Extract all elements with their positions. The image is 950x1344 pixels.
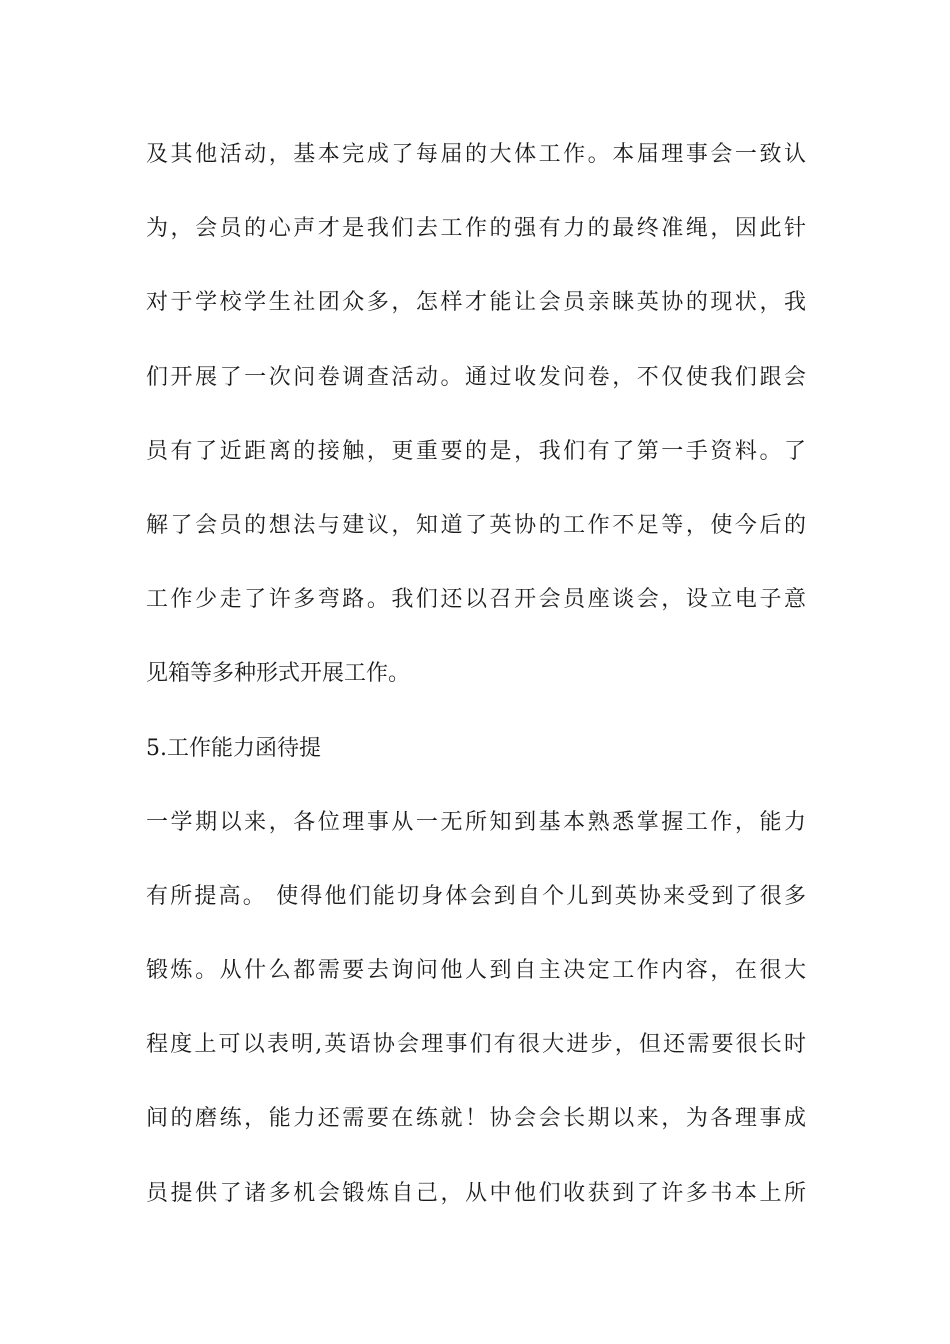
section-heading: 5.工作能力函待提 bbox=[146, 735, 321, 761]
text-line: 工作少走了许多弯路。我们还以召开会员座谈会，设立电子意 bbox=[146, 587, 806, 613]
text-line: 对于学校学生社团众多，怎样才能让会员亲睐英协的现状，我 bbox=[146, 290, 806, 316]
text-line: 及其他活动，基本完成了每届的大体工作。本届理事会一致认 bbox=[146, 142, 806, 167]
text-line: 解了会员的想法与建议，知道了英协的工作不足等，使今后的 bbox=[146, 512, 806, 538]
text-line: 一学期以来，各位理事从一无所知到基本熟悉掌握工作，能力 bbox=[146, 809, 806, 835]
text-line: 们开展了一次问卷调查活动。通过收发问卷，不仅使我们跟会 bbox=[146, 364, 806, 390]
text-line: 员提供了诸多机会锻炼自己，从中他们收获到了许多书本上所 bbox=[146, 1180, 806, 1206]
text-line: 程度上可以表明,英语协会理事们有很大进步，但还需要很长时 bbox=[146, 1032, 806, 1058]
text-line: 见箱等多种形式开展工作。 bbox=[146, 661, 411, 687]
text-line: 锻炼。从什么都需要去询问他人到自主决定工作内容，在很大 bbox=[146, 958, 806, 984]
text-line: 有所提高。 使得他们能切身体会到自个儿到英协来受到了很多 bbox=[146, 883, 806, 909]
document-body bbox=[146, 118, 806, 1231]
text-line: 间的磨练，能力还需要在练就！协会会长期以来，为各理事成 bbox=[146, 1106, 806, 1132]
text-line: 为，会员的心声才是我们去工作的强有力的最终准绳，因此针 bbox=[146, 216, 806, 242]
text-line: 员有了近距离的接触，更重要的是，我们有了第一手资料。了 bbox=[146, 438, 806, 464]
